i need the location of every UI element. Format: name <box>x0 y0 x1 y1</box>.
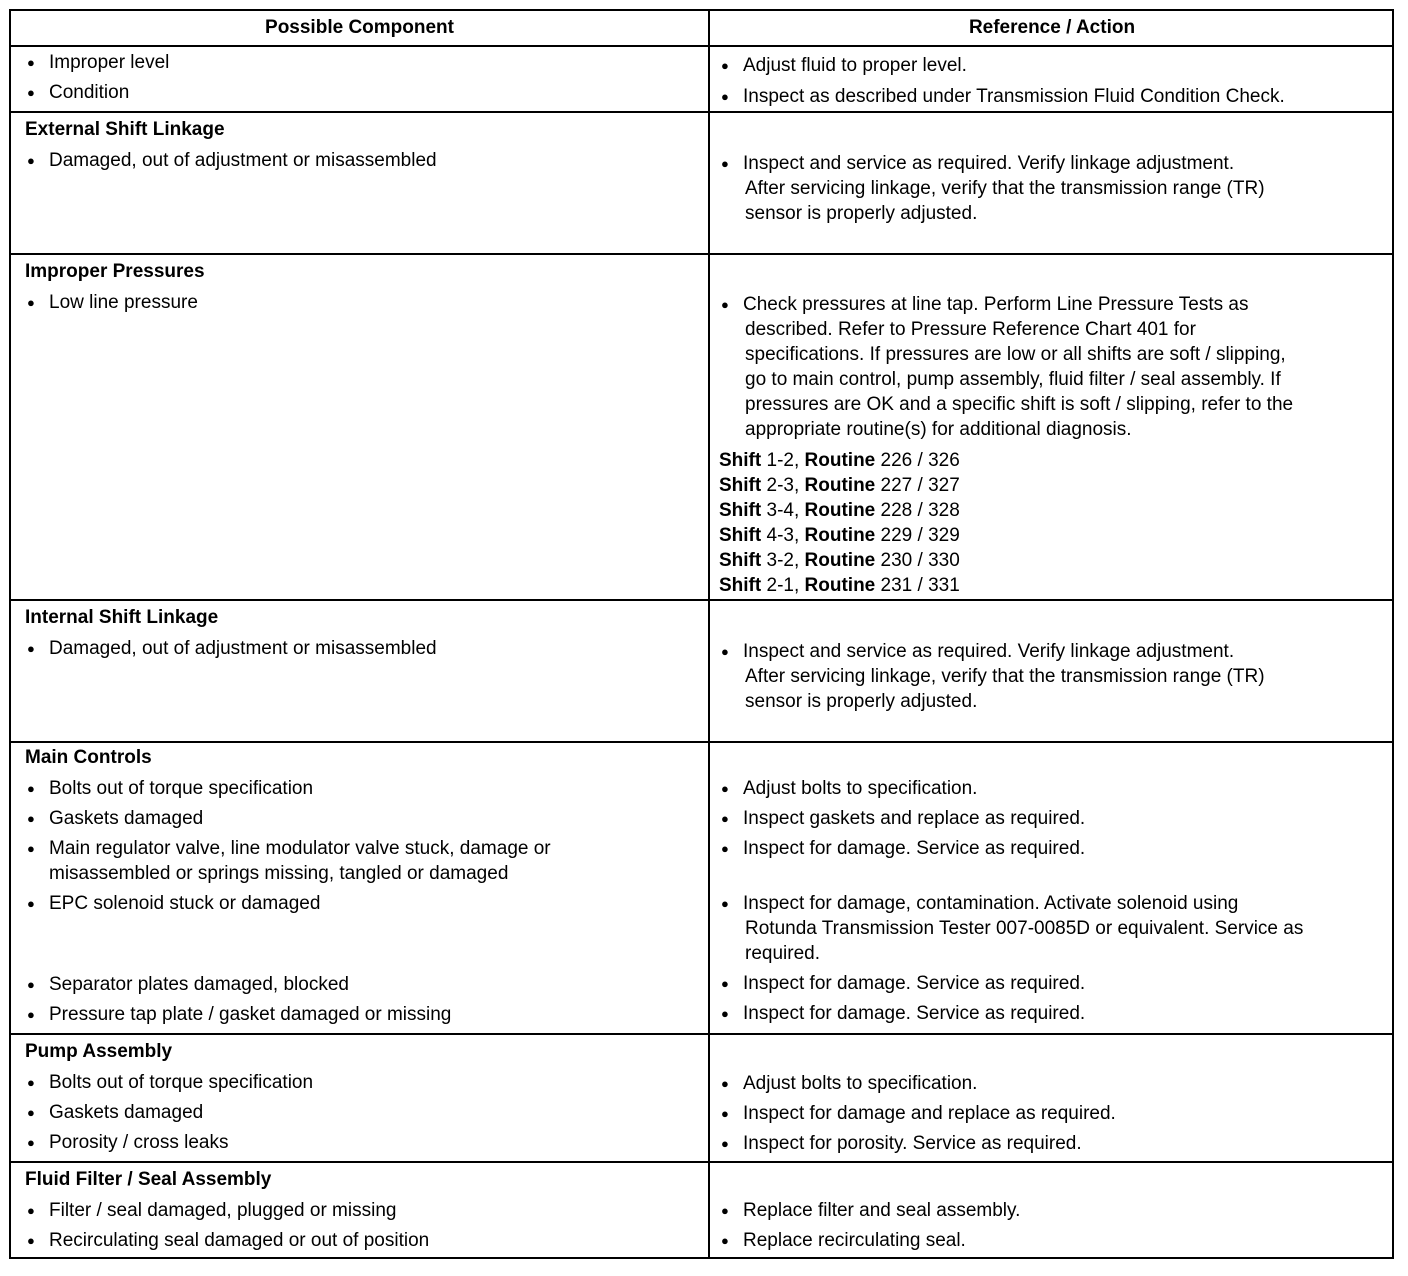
list-item-continued: After servicing linkage, verify that the transmission range (TR) <box>745 666 1265 687</box>
list-item-continued: sensor is properly adjusted. <box>745 691 978 712</box>
list-item: ● Inspect for damage, contamination. Activate solenoid using <box>719 891 1303 916</box>
section-pump-assembly <box>11 1035 1392 1163</box>
section-external-shift-linkage <box>11 113 1392 255</box>
list-item-continued: required. <box>745 943 820 964</box>
list-item-continued: Rotunda Transmission Tester 007-0085D or equivalent. Service as <box>745 918 1304 939</box>
list-item: ● Porosity / cross leaks <box>25 1130 313 1155</box>
list-item-continued: go to main control, pump assembly, fluid filter / seal assembly. If <box>745 369 1281 390</box>
list-item: ● Adjust bolts to specification. <box>719 1071 1116 1096</box>
list-item: ● Inspect gaskets and replace as required. <box>719 806 1303 831</box>
table-header <box>11 11 1392 47</box>
list-item: ● Gaskets damaged <box>25 806 551 831</box>
list-item-continued: appropriate routine(s) for additional diagnosis. <box>745 419 1132 440</box>
list-item: ● Main regulator valve, line modulator valve stuck, damage or <box>25 836 551 861</box>
list-item: ● Inspect and service as required. Verify linkage adjustment. <box>719 639 1265 664</box>
shift-routine-list <box>719 448 1293 598</box>
section-fluid-filter-seal <box>11 1163 1392 1257</box>
diagnosis-table <box>9 9 1394 1259</box>
section-fluid <box>11 47 1392 113</box>
section-title: Internal Shift Linkage <box>25 607 219 628</box>
list-item: ● Adjust fluid to proper level. <box>719 53 1285 78</box>
list-item: ● Replace filter and seal assembly. <box>719 1198 1020 1223</box>
shift-routine: Shift 2-3, Routine 227 / 327 <box>719 475 960 496</box>
list-item: ● Replace recirculating seal. <box>719 1228 1020 1253</box>
list-item: ● Filter / seal damaged, plugged or missing <box>25 1198 429 1223</box>
section-title: Improper Pressures <box>25 261 205 282</box>
list-item: ● Pressure tap plate / gasket damaged or missing <box>25 1002 551 1027</box>
list-item: ● Condition <box>25 80 169 105</box>
list-item-continued: specifications. If pressures are low or all shifts are soft / slipping, <box>745 344 1286 365</box>
list-item: ● Bolts out of torque specification <box>25 776 551 801</box>
section-title: Pump Assembly <box>25 1041 173 1062</box>
section-title: External Shift Linkage <box>25 119 225 140</box>
list-item: ● Damaged, out of adjustment or misassembled <box>25 636 437 661</box>
list-item: ● Inspect for damage. Service as required. <box>719 1001 1303 1026</box>
shift-routine: Shift 3-4, Routine 228 / 328 <box>719 500 960 521</box>
list-item: ● Adjust bolts to specification. <box>719 776 1303 801</box>
list-item: ● Low line pressure <box>25 290 205 315</box>
list-item: ● Inspect for porosity. Service as required. <box>719 1131 1116 1156</box>
shift-routine: Shift 2-1, Routine 231 / 331 <box>719 575 960 596</box>
list-item: ● Inspect for damage. Service as required. <box>719 971 1303 996</box>
list-item: ● Separator plates damaged, blocked <box>25 972 551 997</box>
list-item: ● Check pressures at line tap. Perform Line Pressure Tests as <box>719 292 1293 317</box>
list-item-continued: described. Refer to Pressure Reference Chart 401 for <box>745 319 1196 340</box>
list-item-continued: pressures are OK and a specific shift is soft / slipping, refer to the <box>745 394 1294 415</box>
header-possible-component: Possible Component <box>265 17 454 38</box>
list-item: ● Damaged, out of adjustment or misassembled <box>25 148 437 173</box>
header-reference-action: Reference / Action <box>968 17 1136 38</box>
list-item: ● Inspect for damage. Service as required. <box>719 836 1303 861</box>
section-internal-shift-linkage <box>11 601 1392 743</box>
section-title: Main Controls <box>25 747 152 768</box>
list-item-continued: sensor is properly adjusted. <box>745 203 978 224</box>
list-item: ● Bolts out of torque specification <box>25 1070 313 1095</box>
shift-routine: Shift 1-2, Routine 226 / 326 <box>719 450 960 471</box>
list-item: ● Inspect and service as required. Verify linkage adjustment. <box>719 151 1265 176</box>
list-item-continued: misassembled or springs missing, tangled or damaged <box>49 863 509 884</box>
list-item: ● Improper level <box>25 50 169 75</box>
list-item: ● Recirculating seal damaged or out of position <box>25 1228 429 1253</box>
section-improper-pressures <box>11 255 1392 601</box>
section-main-controls <box>11 743 1392 1035</box>
shift-routine: Shift 4-3, Routine 229 / 329 <box>719 525 960 546</box>
list-item: ● Gaskets damaged <box>25 1100 313 1125</box>
shift-routine: Shift 3-2, Routine 230 / 330 <box>719 550 960 571</box>
section-title: Fluid Filter / Seal Assembly <box>25 1169 272 1190</box>
list-item: ● Inspect for damage and replace as required. <box>719 1101 1116 1126</box>
list-item: ● Inspect as described under Transmission Fluid Condition Check. <box>719 84 1285 109</box>
list-item: ● EPC solenoid stuck or damaged <box>25 891 551 916</box>
list-item-continued: After servicing linkage, verify that the transmission range (TR) <box>745 178 1265 199</box>
